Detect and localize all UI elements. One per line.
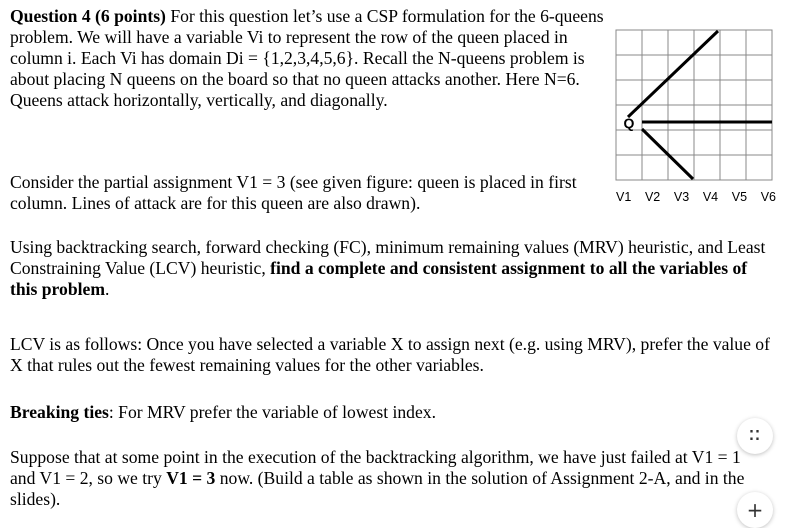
question-heading: Question 4 (6 points) (10, 6, 166, 26)
task-text: Using backtracking search, forward checking (FC), minimum remaining values (MRV) heuristic, and Least Constraining Value (LCV) heuristic, (10, 237, 766, 278)
partial-assignment-text: Consider the partial assignment V1 = 3 (see given figure: queen is placed in first column. Lines of attack are for this queen are also drawn). (10, 172, 577, 213)
column-label-v3: V3 (673, 190, 690, 204)
question-intro-text: For this question let’s use a CSP formulation for the 6-queens problem. We will have a variable Vi to represent the row of the queen placed in column i. Each Vi has domain Di = {1,2,3,4,5,6}. Recall the N-queens problem is about placing N queens on the board so that no queen attacks another. Here N=6. Queens attack horizontally, vertically, and diagonally. (10, 6, 604, 110)
suppose-paragraph (10, 447, 770, 510)
suppose-text-b: now. (Build a table as shown in the solution of Assignment 2-A, and in the slides). (10, 468, 745, 509)
board-figure (614, 27, 776, 217)
queen-label: Q (623, 115, 635, 131)
drag-handle-icon: ⁚⁚ (749, 428, 761, 444)
question-intro (10, 6, 610, 111)
column-label-v6: V6 (760, 190, 776, 204)
tie-breaking-paragraph (10, 402, 770, 423)
suppose-text-a: Suppose that at some point in the execution of the backtracking algorithm, we have just failed at V1 = 1 and V1 = 2, so we try (10, 447, 741, 488)
tie-breaking-text: : For MRV prefer the variable of lowest index. (108, 402, 436, 422)
zoom-in-button[interactable] (737, 492, 773, 528)
column-labels (616, 190, 776, 204)
task-end: . (105, 279, 110, 299)
task-goal: find a complete and consistent assignment to all the variables of this problem (10, 258, 748, 299)
column-label-v5: V5 (731, 190, 748, 204)
suppose-assignment: V1 = 3 (166, 468, 216, 488)
tie-breaking-label: Breaking ties (10, 402, 109, 422)
plus-icon: + (746, 498, 764, 522)
task-paragraph (10, 237, 770, 300)
column-label-v1: V1 (616, 190, 632, 204)
drag-handle-button[interactable] (737, 418, 773, 454)
lcv-paragraph: LCV is as follows: Once you have selected a variable X to assign next (e.g. using MRV), prefer the value of X that rules out the fewest remaining values for the other variables. (10, 334, 770, 375)
column-label-v2: V2 (644, 190, 661, 204)
chessboard (614, 27, 776, 187)
column-label-v4: V4 (702, 190, 719, 204)
